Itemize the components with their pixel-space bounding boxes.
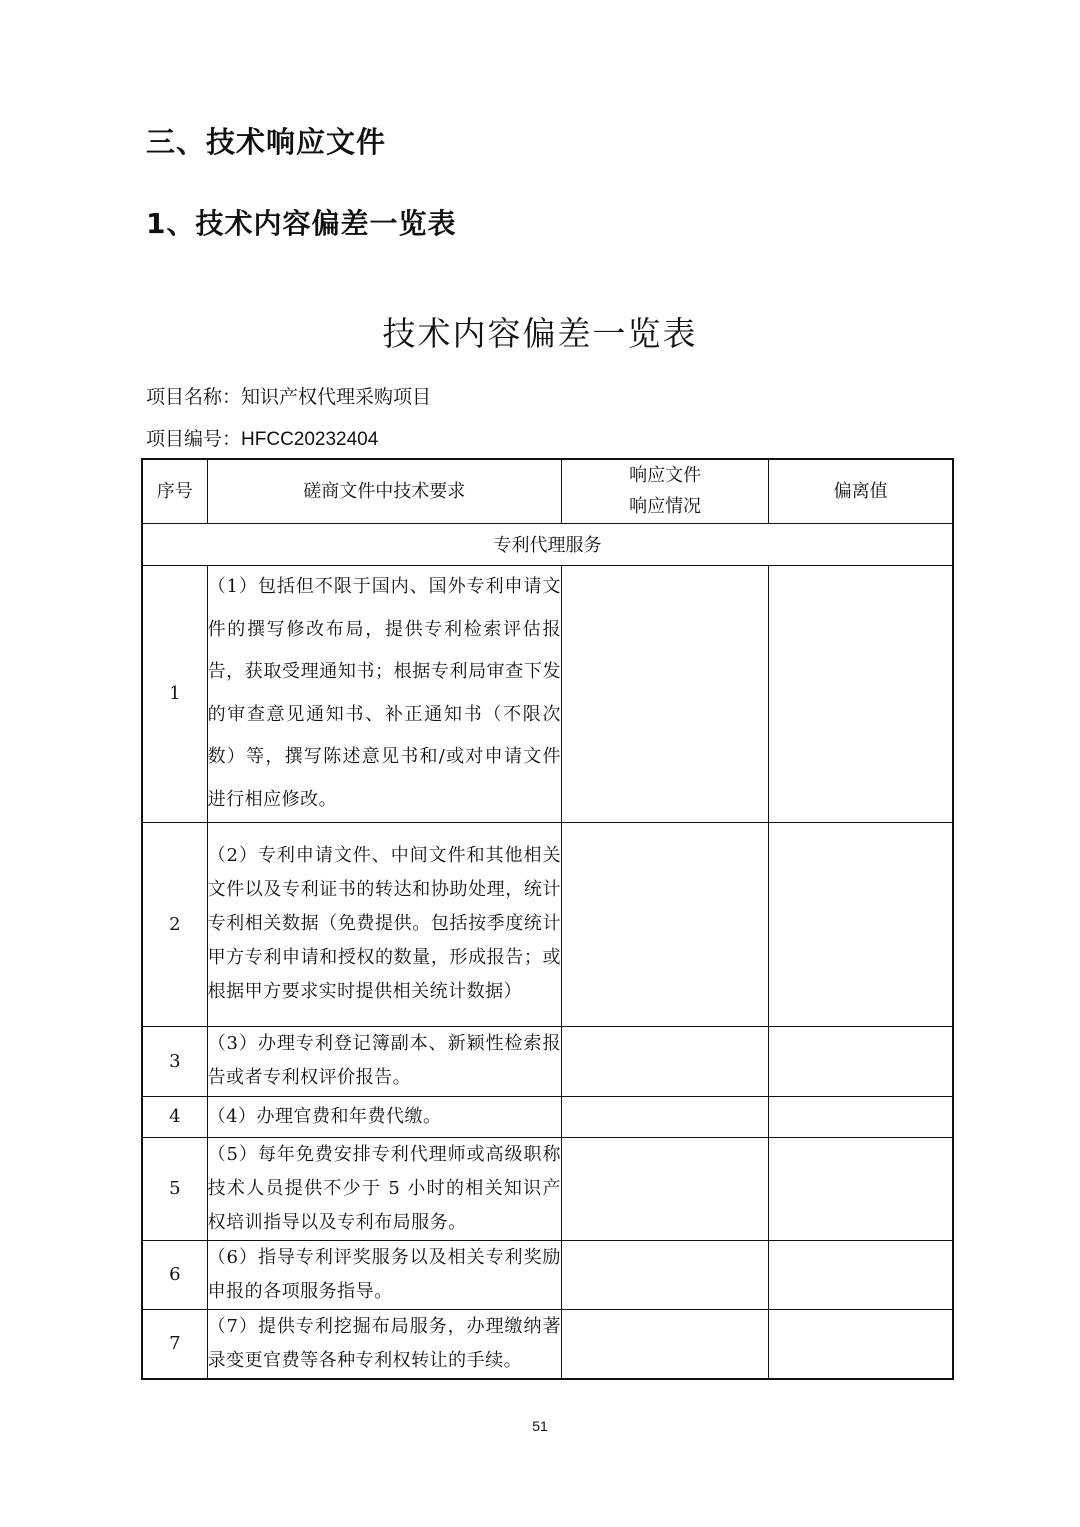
header-response-line2: 响应情况: [629, 496, 702, 518]
row-seq: 4: [142, 1096, 207, 1137]
row-deviation-cell[interactable]: [769, 1026, 953, 1096]
table-row: [142, 1137, 953, 1240]
table-row: [142, 565, 953, 822]
row-requirement: （2）专利申请文件、中间文件和其他相关文件以及专利证书的转达和协助处理，统计专利相关数据（免费提供。包括按季度统计甲方专利申请和授权的数量，形成报告；或根据甲方要求实时提供相关统计数据）: [207, 822, 561, 1026]
row-response-cell[interactable]: [562, 1137, 769, 1240]
row-response-cell[interactable]: [562, 1096, 769, 1137]
project-number-value: HFCC20232404: [241, 429, 379, 450]
row-seq: 7: [142, 1309, 207, 1379]
table-row: [142, 1240, 953, 1309]
section-row: [142, 523, 953, 565]
table-row: [142, 1096, 953, 1137]
row-deviation-cell[interactable]: [769, 565, 953, 822]
row-response-cell[interactable]: [562, 1240, 769, 1309]
row-deviation-cell[interactable]: [769, 1240, 953, 1309]
row-deviation-cell[interactable]: [769, 1096, 953, 1137]
header-deviation: 偏离值: [769, 459, 953, 523]
table-title: 技术内容偏差一览表: [382, 314, 698, 353]
row-response-cell[interactable]: [562, 565, 769, 822]
table-row: [142, 1026, 953, 1096]
deviation-table: [141, 458, 954, 1380]
row-requirement: （1）包括但不限于国内、国外专利申请文件的撰写修改布局，提供专利检索评估报告，获取受理通知书；根据专利局审查下发的审查意见通知书、补正通知书（不限次数）等，撰写陈述意见书和/或对申请文件进行相应修改。: [207, 565, 561, 822]
row-requirement: （4）办理官费和年费代缴。: [207, 1096, 561, 1137]
project-name-label: 项目名称：: [146, 386, 242, 408]
header-requirement: 磋商文件中技术要求: [207, 459, 561, 523]
row-requirement: （6）指导专利评奖服务以及相关专利奖励申报的各项服务指导。: [207, 1240, 561, 1309]
header-response: [562, 459, 769, 523]
row-deviation-cell[interactable]: [769, 1309, 953, 1379]
section-heading: 三、技术响应文件: [146, 125, 387, 159]
header-seq: 序号: [142, 459, 207, 523]
table-header-row: [142, 459, 953, 523]
row-response-cell[interactable]: [562, 1026, 769, 1096]
project-number-label: 项目编号：: [146, 428, 242, 450]
project-name-value: 知识产权代理采购项目: [241, 386, 432, 408]
row-seq: 5: [142, 1137, 207, 1240]
row-deviation-cell[interactable]: [769, 822, 953, 1026]
row-seq: 3: [142, 1026, 207, 1096]
project-name-line: [146, 382, 431, 409]
row-seq: 1: [142, 565, 207, 822]
row-requirement: （3）办理专利登记簿副本、新颖性检索报告或者专利权评价报告。: [207, 1026, 561, 1096]
project-number-line: [146, 424, 378, 451]
table-row: [142, 1309, 953, 1379]
row-response-cell[interactable]: [562, 822, 769, 1026]
row-requirement: （5）每年免费安排专利代理师或高级职称技术人员提供不少于 5 小时的相关知识产权培训指导以及专利布局服务。: [207, 1137, 561, 1240]
page-number: 51: [532, 1418, 548, 1434]
header-response-line1: 响应文件: [629, 465, 702, 487]
row-deviation-cell[interactable]: [769, 1137, 953, 1240]
row-requirement: （7）提供专利挖掘布局服务，办理缴纳著录变更官费等各种专利权转让的手续。: [207, 1309, 561, 1379]
table-row: [142, 822, 953, 1026]
row-seq: 6: [142, 1240, 207, 1309]
row-response-cell[interactable]: [562, 1309, 769, 1379]
row-seq: 2: [142, 822, 207, 1026]
subsection-heading: 1、技术内容偏差一览表: [146, 207, 457, 240]
section-title: 专利代理服务: [142, 523, 953, 565]
